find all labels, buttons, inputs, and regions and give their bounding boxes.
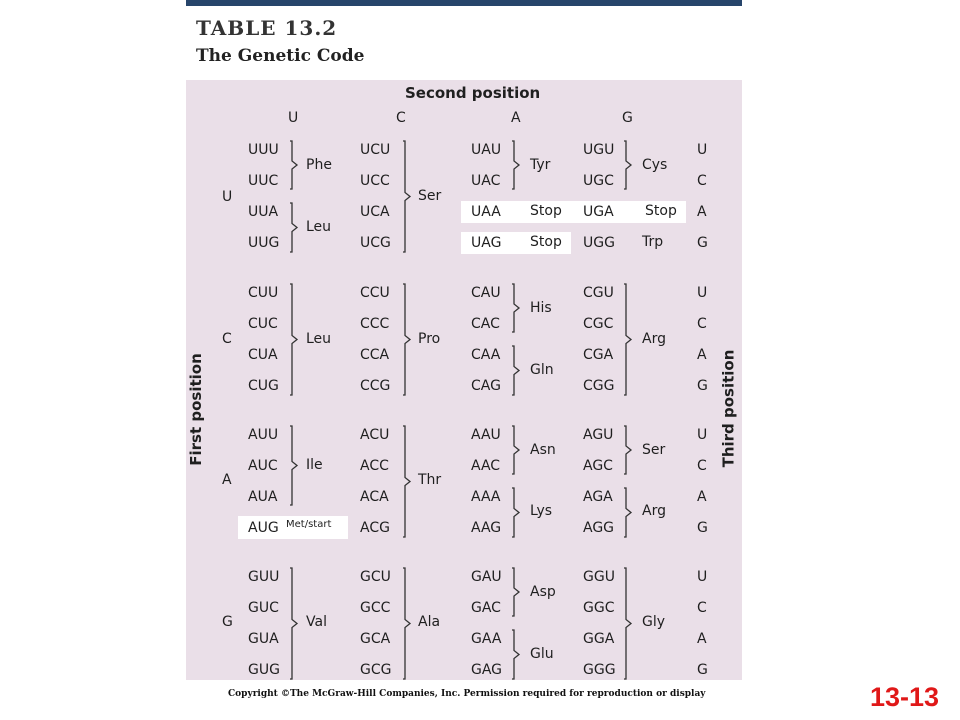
tyr-brace <box>510 140 522 190</box>
codon-uaa: UAA <box>471 204 501 220</box>
codon-gga: GGA <box>583 631 615 647</box>
codon-uac: UAC <box>471 173 501 189</box>
codon-ugg: UGG <box>583 235 615 251</box>
codon-ucg: UCG <box>360 235 391 251</box>
stop-uga: Stop <box>645 203 677 219</box>
val-brace <box>288 567 300 680</box>
codon-auc: AUC <box>248 458 278 474</box>
amino-acid-gln: Gln <box>530 362 554 378</box>
codon-ggu: GGU <box>583 569 615 585</box>
third-position-u: U <box>697 142 708 158</box>
second-position-label: Second position <box>405 84 541 102</box>
amino-acid-cys: Cys <box>642 157 668 173</box>
codon-uuc: UUC <box>248 173 279 189</box>
gln-brace <box>510 345 522 396</box>
codon-cgg: CGG <box>583 378 615 394</box>
third-position-a: A <box>697 204 707 220</box>
asn-brace <box>510 425 522 475</box>
third-position-a: A <box>697 347 707 363</box>
glu-brace <box>510 629 522 680</box>
copyright-notice: Copyright ©The McGraw-Hill Companies, Inc. Permission required for reproduction or display <box>228 689 706 699</box>
third-position-u: U <box>697 427 708 443</box>
third-position-c: C <box>697 458 707 474</box>
asp-brace <box>510 567 522 617</box>
codon-ccu: CCU <box>360 285 390 301</box>
lys-brace <box>510 487 522 538</box>
codon-acu: ACU <box>360 427 390 443</box>
codon-aag: AAG <box>471 520 502 536</box>
amino-acid-phe: Phe <box>306 157 332 173</box>
codon-uca: UCA <box>360 204 390 220</box>
stop-uag: Stop <box>530 234 562 250</box>
codon-guc: GUC <box>248 600 279 616</box>
codon-aca: ACA <box>360 489 389 505</box>
codon-uua: UUA <box>248 204 279 220</box>
cys-brace <box>622 140 634 190</box>
third-position-c: C <box>697 173 707 189</box>
ile-brace <box>288 425 300 506</box>
amino-acid-ser2: Ser <box>642 442 666 458</box>
amino-acid-met-start: Met/start <box>286 519 332 530</box>
slide-number: 13-13 <box>870 682 940 712</box>
third-position-u: U <box>697 569 708 585</box>
second-position-c: C <box>396 110 406 126</box>
amino-acid-lys: Lys <box>530 503 553 519</box>
first-position-g: G <box>222 614 233 630</box>
third-position-g: G <box>697 662 708 678</box>
second-position-u: U <box>288 110 299 126</box>
amino-acid-leu1: Leu <box>306 219 332 235</box>
amino-acid-arg2: Arg <box>642 503 666 519</box>
codon-cug: CUG <box>248 378 279 394</box>
codon-uug: UUG <box>248 235 280 251</box>
codon-cuc: CUC <box>248 316 278 332</box>
amino-acid-arg1: Arg <box>642 331 666 347</box>
table-subtitle: The Genetic Code <box>196 46 365 66</box>
third-position-label: Third position <box>719 349 738 468</box>
codon-gau: GAU <box>471 569 502 585</box>
genetic-code-table <box>186 80 742 680</box>
codon-gag: GAG <box>471 662 503 678</box>
codon-gac: GAC <box>471 600 501 616</box>
amino-acid-leu2: Leu <box>306 331 332 347</box>
codon-cgu: CGU <box>583 285 614 301</box>
codon-uag: UAG <box>471 235 502 251</box>
thr-brace <box>401 425 413 538</box>
codon-uga: UGA <box>583 204 614 220</box>
amino-acid-his: His <box>530 300 552 316</box>
first-position-u: U <box>222 189 233 205</box>
amino-acid-asn: Asn <box>530 442 556 458</box>
amino-acid-asp: Asp <box>530 584 556 600</box>
codon-aaa: AAA <box>471 489 501 505</box>
codon-uuu: UUU <box>248 142 279 158</box>
first-position-c: C <box>222 331 232 347</box>
table-label: TABLE 13.2 <box>196 16 338 40</box>
codon-acg: ACG <box>360 520 390 536</box>
codon-aga: AGA <box>583 489 613 505</box>
codon-aac: AAC <box>471 458 501 474</box>
third-position-g: G <box>697 378 708 394</box>
leu1-brace <box>288 202 300 253</box>
codon-aug: AUG <box>248 520 279 536</box>
table-header <box>186 6 742 80</box>
third-position-a: A <box>697 489 707 505</box>
arg2-brace <box>622 487 634 538</box>
codon-cua: CUA <box>248 347 278 363</box>
codon-gaa: GAA <box>471 631 502 647</box>
codon-gug: GUG <box>248 662 280 678</box>
codon-ggg: GGG <box>583 662 616 678</box>
arg1-brace <box>622 283 634 396</box>
amino-acid-pro: Pro <box>418 331 441 347</box>
third-position-a: A <box>697 631 707 647</box>
codon-aau: AAU <box>471 427 501 443</box>
codon-ucc: UCC <box>360 173 390 189</box>
codon-cau: CAU <box>471 285 501 301</box>
codon-ccc: CCC <box>360 316 390 332</box>
codon-auu: AUU <box>248 427 279 443</box>
codon-caa: CAA <box>471 347 501 363</box>
codon-gcc: GCC <box>360 600 391 616</box>
codon-cgc: CGC <box>583 316 614 332</box>
codon-ggc: GGC <box>583 600 615 616</box>
codon-agc: AGC <box>583 458 613 474</box>
codon-gca: GCA <box>360 631 391 647</box>
second-position-g: G <box>622 110 633 126</box>
codon-agu: AGU <box>583 427 614 443</box>
first-position-label: First position <box>186 353 205 466</box>
codon-aua: AUA <box>248 489 278 505</box>
amino-acid-gly: Gly <box>642 614 666 630</box>
codon-ucu: UCU <box>360 142 391 158</box>
codon-uau: UAU <box>471 142 502 158</box>
his-brace <box>510 283 522 333</box>
codon-cuu: CUU <box>248 285 279 301</box>
amino-acid-ile: Ile <box>306 457 323 473</box>
codon-ugu: UGU <box>583 142 615 158</box>
third-position-g: G <box>697 520 708 536</box>
ser2-brace <box>622 425 634 475</box>
codon-acc: ACC <box>360 458 389 474</box>
first-position-a: A <box>222 472 232 488</box>
codon-gcg: GCG <box>360 662 392 678</box>
codon-agg: AGG <box>583 520 615 536</box>
codon-gcu: GCU <box>360 569 391 585</box>
phe-brace <box>288 140 300 190</box>
codon-cac: CAC <box>471 316 500 332</box>
ala-brace <box>401 567 413 680</box>
amino-acid-glu: Glu <box>530 646 554 662</box>
amino-acid-ala: Ala <box>418 614 441 630</box>
pro-brace <box>401 283 413 396</box>
third-position-u: U <box>697 285 708 301</box>
third-position-c: C <box>697 600 707 616</box>
genetic-code-figure <box>186 0 742 680</box>
codon-cca: CCA <box>360 347 390 363</box>
codon-guu: GUU <box>248 569 280 585</box>
codon-gua: GUA <box>248 631 279 647</box>
third-position-g: G <box>697 235 708 251</box>
codon-ugc: UGC <box>583 173 614 189</box>
amino-acid-val: Val <box>306 614 327 630</box>
ser1-brace <box>401 140 413 253</box>
stop-uaa: Stop <box>530 203 562 219</box>
second-position-a: A <box>511 110 521 126</box>
codon-cga: CGA <box>583 347 614 363</box>
codon-cag: CAG <box>471 378 501 394</box>
third-position-c: C <box>697 316 707 332</box>
codon-ccg: CCG <box>360 378 391 394</box>
gly-brace <box>622 567 634 680</box>
amino-acid-ser1: Ser <box>418 188 442 204</box>
amino-acid-thr: Thr <box>418 472 442 488</box>
leu2-brace <box>288 283 300 396</box>
amino-acid-trp: Trp <box>642 234 664 250</box>
amino-acid-tyr: Tyr <box>530 157 551 173</box>
